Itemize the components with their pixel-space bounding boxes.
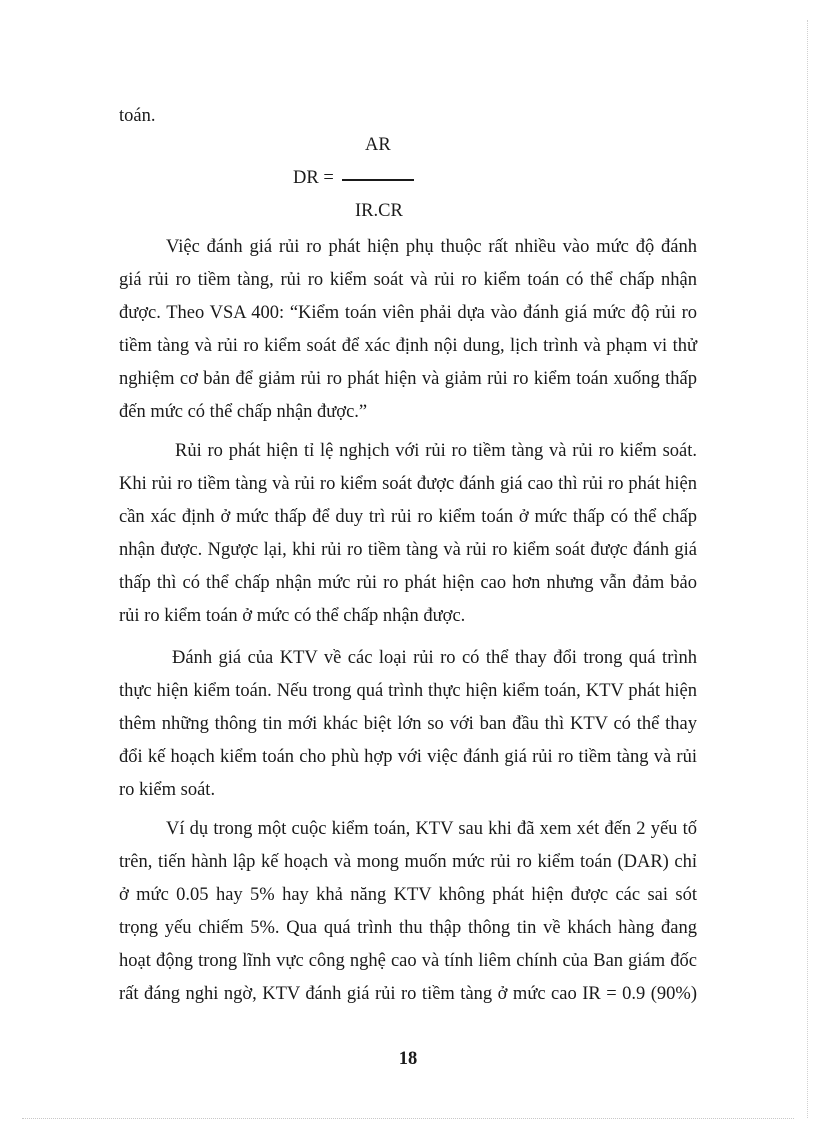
formula-lhs: DR = xyxy=(293,168,334,188)
text-line: thêm những thông tin mới khác biệt lớn so với ban đầu thì KTV có thể thay xyxy=(119,714,697,734)
text-line: ro kiểm soát. xyxy=(119,780,216,800)
text-line: ở mức 0.05 hay 5% hay khả năng KTV không phát hiện được các sai sót xyxy=(119,885,697,905)
text-line: giá rủi ro tiềm tàng, rủi ro kiểm soát và rủi ro kiểm toán có thể chấp nhận xyxy=(119,270,697,290)
text-line: Việc đánh giá rủi ro phát hiện phụ thuộc rất nhiều vào mức độ đánh xyxy=(166,237,697,257)
fraction-bar xyxy=(342,179,414,181)
text-line: đổi kế hoạch kiểm toán cho phù hợp với việc đánh giá rủi ro tiềm tàng và rủi xyxy=(119,747,697,767)
page-bottom-border xyxy=(22,1118,794,1119)
text-line: thấp thì có thể chấp nhận mức rủi ro phát hiện cao hơn nhưng vẫn đảm bảo xyxy=(119,573,697,593)
text-line: cần xác định ở mức thấp để duy trì rủi ro kiểm toán ở mức thấp có thể chấp xyxy=(119,507,697,527)
formula-denominator: IR.CR xyxy=(355,201,403,221)
text-line: Đánh giá của KTV về các loại rủi ro có thể thay đổi trong quá trình xyxy=(172,648,697,668)
text-line: hoạt động trong lĩnh vực công nghệ cao và tính liêm chính của Ban giám đốc xyxy=(119,951,697,971)
text-line: tiềm tàng và rủi ro kiểm soát để xác định nội dung, lịch trình và phạm vi thử xyxy=(119,336,697,356)
text-line: trọng yếu chiếm 5%. Qua quá trình thu thập thông tin về khách hàng đang xyxy=(119,918,697,938)
text-line: Khi rủi ro tiềm tàng và rủi ro kiểm soát được đánh giá cao thì rủi ro phát hiện xyxy=(119,474,697,494)
text-line: rất đáng nghi ngờ, KTV đánh giá rủi ro tiềm tàng ở mức cao IR = 0.9 (90%) xyxy=(119,984,697,1004)
text-line: đến mức có thể chấp nhận được.” xyxy=(119,402,368,422)
page-number: 18 xyxy=(398,1049,418,1069)
text-line: trên, tiến hành lập kế hoạch và mong muốn mức rủi ro kiểm toán (DAR) chỉ xyxy=(119,852,697,872)
text-line: được. Theo VSA 400: “Kiểm toán viên phải dựa vào đánh giá mức độ rủi ro xyxy=(119,303,697,323)
text-line: rủi ro kiểm toán ở mức có thể chấp nhận được. xyxy=(119,606,466,626)
text-line: thực hiện kiểm toán. Nếu trong quá trình thực hiện kiểm toán, KTV phát hiện xyxy=(119,681,697,701)
text-line: nhận được. Ngược lại, khi rủi ro tiềm tàng và rủi ro kiểm soát được đánh giá xyxy=(119,540,697,560)
text-line: toán. xyxy=(119,106,156,126)
text-line: nghiệm cơ bản để giảm rủi ro phát hiện và giảm rủi ro kiểm toán xuống thấp xyxy=(119,369,697,389)
text-line: Ví dụ trong một cuộc kiểm toán, KTV sau khi đã xem xét đến 2 yếu tố xyxy=(166,819,697,839)
page-right-border xyxy=(807,20,808,1118)
text-line: Rủi ro phát hiện tỉ lệ nghịch với rủi ro tiềm tàng và rủi ro kiểm soát. xyxy=(175,441,697,461)
formula-numerator: AR xyxy=(365,135,391,155)
